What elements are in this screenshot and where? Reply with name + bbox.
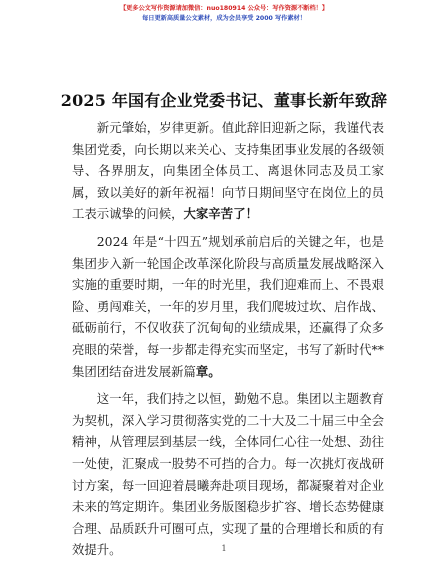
paragraph-1-bold: 大家辛苦了！ bbox=[183, 206, 258, 222]
promo-line-2: 每日更新高质量公文素材，成为会员享受 2000 写作素材！ bbox=[142, 15, 306, 22]
promo-banner bbox=[0, 4, 448, 24]
paragraph-1-text: 新元肇始，岁律更新。值此辞旧迎新之际，我谨代表集团党委，向长期以来关心、支持集团事业发展的各级领导、各界朋友，向集团全体员工、离退休同志及员工家属，致以美好的新年祝福！向节日期间坚守在岗位上的员工表示诚挚的问候， bbox=[72, 120, 384, 222]
paragraph-2-text: 2024 年是“十四五”规划承前启后的关键之年，也是集团步入新一轮国企改革深化阶段与高质量发展战略深入实施的重要时期，一年的时光里，我们迎难而上、不畏艰险、勇闯难关，一年的岁月里，我们爬坡过坎、启作战、砥砺前行，不仅收获了沉甸甸的业绩成果，还赢得了众多亮眼的荣誉，每一步都走得充实而坚定，书写了新时代**集团团结奋进发展新篇 bbox=[72, 233, 384, 379]
document-body bbox=[72, 117, 384, 567]
promo-line-1: 【更多公文写作资源请加微信：nuo180914 公众号：写作资源不断档！】 bbox=[119, 5, 329, 12]
paragraph-1 bbox=[72, 117, 384, 225]
paragraph-2-bold: 章。 bbox=[195, 363, 221, 379]
document-title: 2025 年国有企业党委书记、董事长新年致辞 bbox=[60, 91, 388, 110]
paragraph-3: 这一年，我们持之以恒，勤勉不息。集团以主题教育为契机，深入学习贯彻落实党的二十大及二十届三中全会精神，从管理层到基层一线，全体同仁心往一处想、劲往一处使，汇聚成一股势不可挡的合力。每一次挑灯夜战研讨方案，每一回迎着晨曦奔赴项目现场，都凝聚着对企业未来的笃定期许。集团业务版图稳步扩容、增长态势健康合理、品质跃升可圈可点，实现了量的合理增长和质的有效提升。 bbox=[72, 391, 384, 558]
page-number: 1 bbox=[221, 544, 227, 553]
paragraph-2 bbox=[72, 231, 384, 382]
